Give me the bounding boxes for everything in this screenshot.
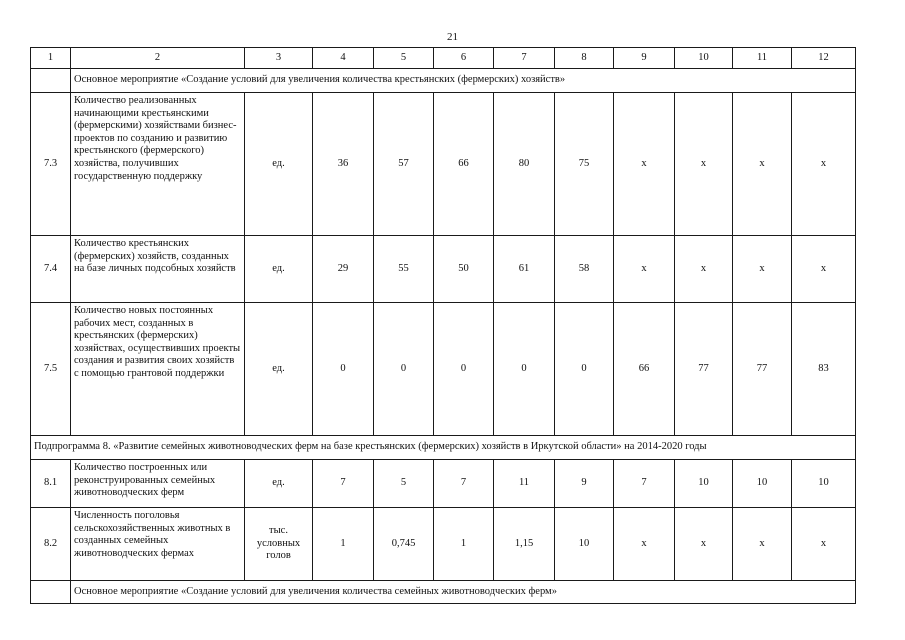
page-number: 21 — [447, 31, 458, 43]
value-cell: 0,745 — [374, 508, 434, 581]
value-cell: х — [614, 508, 675, 581]
table-row — [31, 508, 856, 581]
row-number: 7.3 — [31, 93, 71, 236]
subprogram-heading: Подпрограмма 8. «Развитие семейных животноводческих ферм на базе крестьянских (фермерских) хозяйств в Иркутской области» на 2014-2020 годы — [31, 436, 856, 460]
blank-cell — [31, 69, 71, 93]
column-number: 9 — [614, 48, 675, 69]
section-heading: Основное мероприятие «Создание условий для увеличения количества крестьянских (фермерских) хозяйств» — [71, 69, 856, 93]
value-cell: 58 — [555, 236, 614, 303]
value-cell: х — [675, 236, 733, 303]
value-cell: х — [733, 236, 792, 303]
column-number-row — [31, 48, 856, 69]
unit-cell: ед. — [245, 460, 313, 508]
unit-cell: ед. — [245, 236, 313, 303]
section-heading: Основное мероприятие «Создание условий для увеличения количества семейных животноводческих ферм» — [71, 581, 856, 604]
subprogram-row — [31, 436, 856, 460]
indicators-table — [30, 47, 856, 604]
row-number: 7.5 — [31, 303, 71, 436]
value-cell: 10 — [733, 460, 792, 508]
value-cell: 7 — [614, 460, 675, 508]
row-number: 7.4 — [31, 236, 71, 303]
column-number: 5 — [374, 48, 434, 69]
value-cell: 0 — [555, 303, 614, 436]
value-cell: 11 — [494, 460, 555, 508]
value-cell: 0 — [494, 303, 555, 436]
value-cell: 29 — [313, 236, 374, 303]
value-cell: 83 — [792, 303, 856, 436]
value-cell: 0 — [434, 303, 494, 436]
value-cell: 0 — [374, 303, 434, 436]
value-cell: 10 — [675, 460, 733, 508]
table-row — [31, 93, 856, 236]
column-number: 10 — [675, 48, 733, 69]
value-cell: 10 — [555, 508, 614, 581]
column-number: 3 — [245, 48, 313, 69]
value-cell: 1 — [313, 508, 374, 581]
section-row — [31, 69, 856, 93]
value-cell: х — [675, 508, 733, 581]
indicator-name: Количество новых постоянных рабочих мест, созданных в крестьянских (фермерских) хозяйствах, осуществивших проекты создания и развития своих хозяйств с помощью грантовой поддержки — [71, 303, 245, 436]
table-row — [31, 460, 856, 508]
table-row — [31, 303, 856, 436]
value-cell: 36 — [313, 93, 374, 236]
value-cell: 7 — [313, 460, 374, 508]
value-cell: х — [733, 508, 792, 581]
unit-cell: ед. — [245, 93, 313, 236]
value-cell: 77 — [675, 303, 733, 436]
value-cell: х — [614, 93, 675, 236]
row-number: 8.1 — [31, 460, 71, 508]
section-row — [31, 581, 856, 604]
value-cell: 0 — [313, 303, 374, 436]
value-cell: 50 — [434, 236, 494, 303]
column-number: 1 — [31, 48, 71, 69]
unit-cell: ед. — [245, 303, 313, 436]
value-cell: х — [733, 93, 792, 236]
column-number: 8 — [555, 48, 614, 69]
value-cell: 55 — [374, 236, 434, 303]
value-cell: 5 — [374, 460, 434, 508]
value-cell: х — [614, 236, 675, 303]
value-cell: 9 — [555, 460, 614, 508]
unit-cell: тыс. условных голов — [245, 508, 313, 581]
value-cell: 66 — [614, 303, 675, 436]
value-cell: 57 — [374, 93, 434, 236]
blank-cell — [31, 581, 71, 604]
column-number: 6 — [434, 48, 494, 69]
value-cell: х — [675, 93, 733, 236]
table-row — [31, 236, 856, 303]
value-cell: 80 — [494, 93, 555, 236]
value-cell: 61 — [494, 236, 555, 303]
column-number: 11 — [733, 48, 792, 69]
value-cell: х — [792, 236, 856, 303]
value-cell: 77 — [733, 303, 792, 436]
row-number: 8.2 — [31, 508, 71, 581]
value-cell: х — [792, 93, 856, 236]
value-cell: 75 — [555, 93, 614, 236]
column-number: 2 — [71, 48, 245, 69]
column-number: 7 — [494, 48, 555, 69]
indicator-name: Количество крестьянских (фермерских) хозяйств, созданных на базе личных подсобных хозяйств — [71, 236, 245, 303]
value-cell: 1 — [434, 508, 494, 581]
value-cell: 1,15 — [494, 508, 555, 581]
indicator-name: Количество реализованных начинающими крестьянскими (фермерскими) хозяйствами бизнес-проектов по созданию и развитию крестьянского (фермерского) хозяйства, получивших государственную поддержку — [71, 93, 245, 236]
value-cell: 10 — [792, 460, 856, 508]
column-number: 4 — [313, 48, 374, 69]
value-cell: 66 — [434, 93, 494, 236]
indicator-name: Количество построенных или реконструированных семейных животноводческих ферм — [71, 460, 245, 508]
value-cell: 7 — [434, 460, 494, 508]
column-number: 12 — [792, 48, 856, 69]
value-cell: х — [792, 508, 856, 581]
indicator-name: Численность поголовья сельскохозяйственных животных в созданных семейных животноводческих фермах — [71, 508, 245, 581]
